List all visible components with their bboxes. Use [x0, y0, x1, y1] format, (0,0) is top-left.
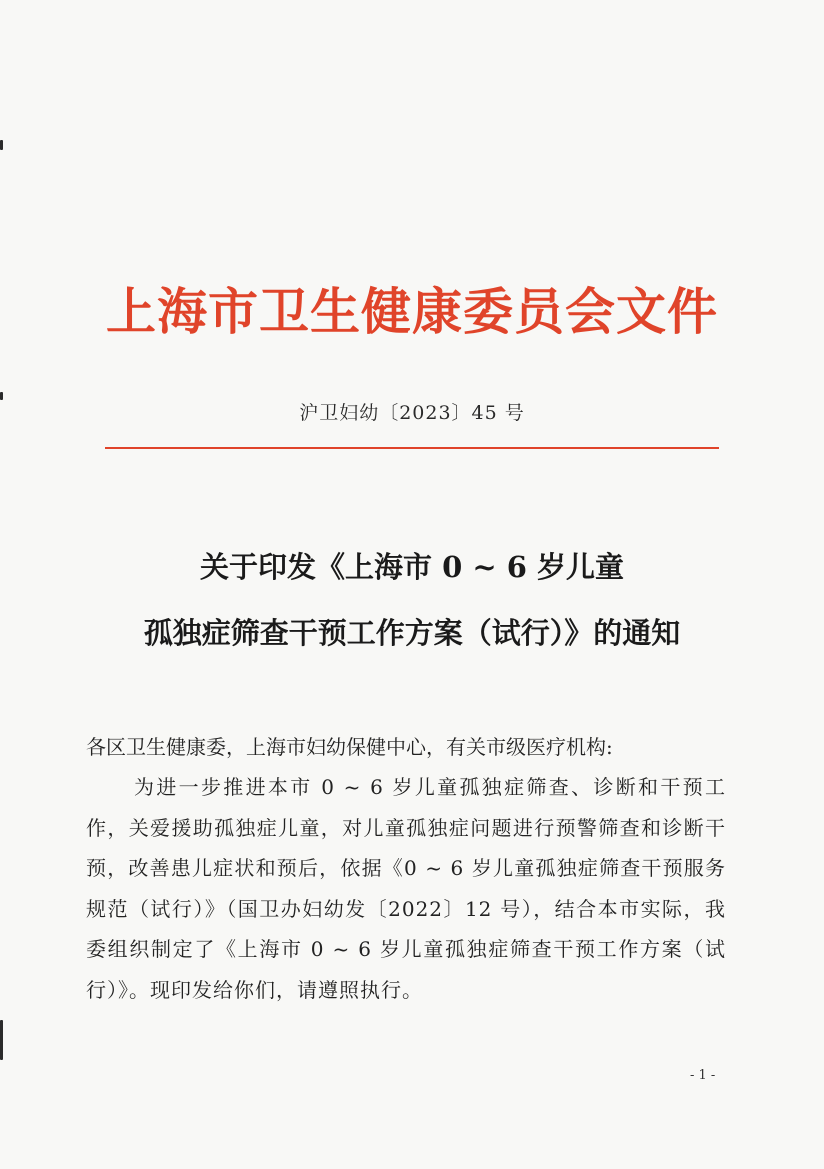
page-number: - 1 - — [690, 1068, 716, 1083]
scan-edge-mark — [0, 140, 3, 150]
red-divider-line — [105, 447, 719, 449]
body-paragraph: 为进一步推进本市 0 ~ 6 岁儿童孤独症筛查、诊断和干预工作，关爱援助孤独症儿童，对儿童孤独症问题进行预警筛查和诊断干预，改善患儿症状和预后，依据《0 ~ 6 岁儿童孤独症筛查干预服务规范（试行）》（国卫办妇幼发〔2022〕12 号），结合本市实际，我委组织制定了《上海市 0 ~ 6 岁儿童孤独症筛查干预工作方案（试行）》。现印发给你们，请遵照执行。 — [86, 775, 726, 1002]
salutation: 各区卫生健康委，上海市妇幼保健中心，有关市级医疗机构: — [86, 735, 613, 759]
notice-title-line-2: 孤独症筛查干预工作方案（试行）》的通知 — [143, 616, 681, 650]
issuing-authority-title: 上海市卫生健康委员会文件 — [106, 282, 718, 341]
notice-title-line-1: 关于印发《上海市 0 ~ 6 岁儿童 — [199, 550, 625, 584]
scan-edge-mark — [0, 1020, 3, 1060]
document-number: 沪卫妇幼〔2023〕45 号 — [299, 402, 525, 424]
